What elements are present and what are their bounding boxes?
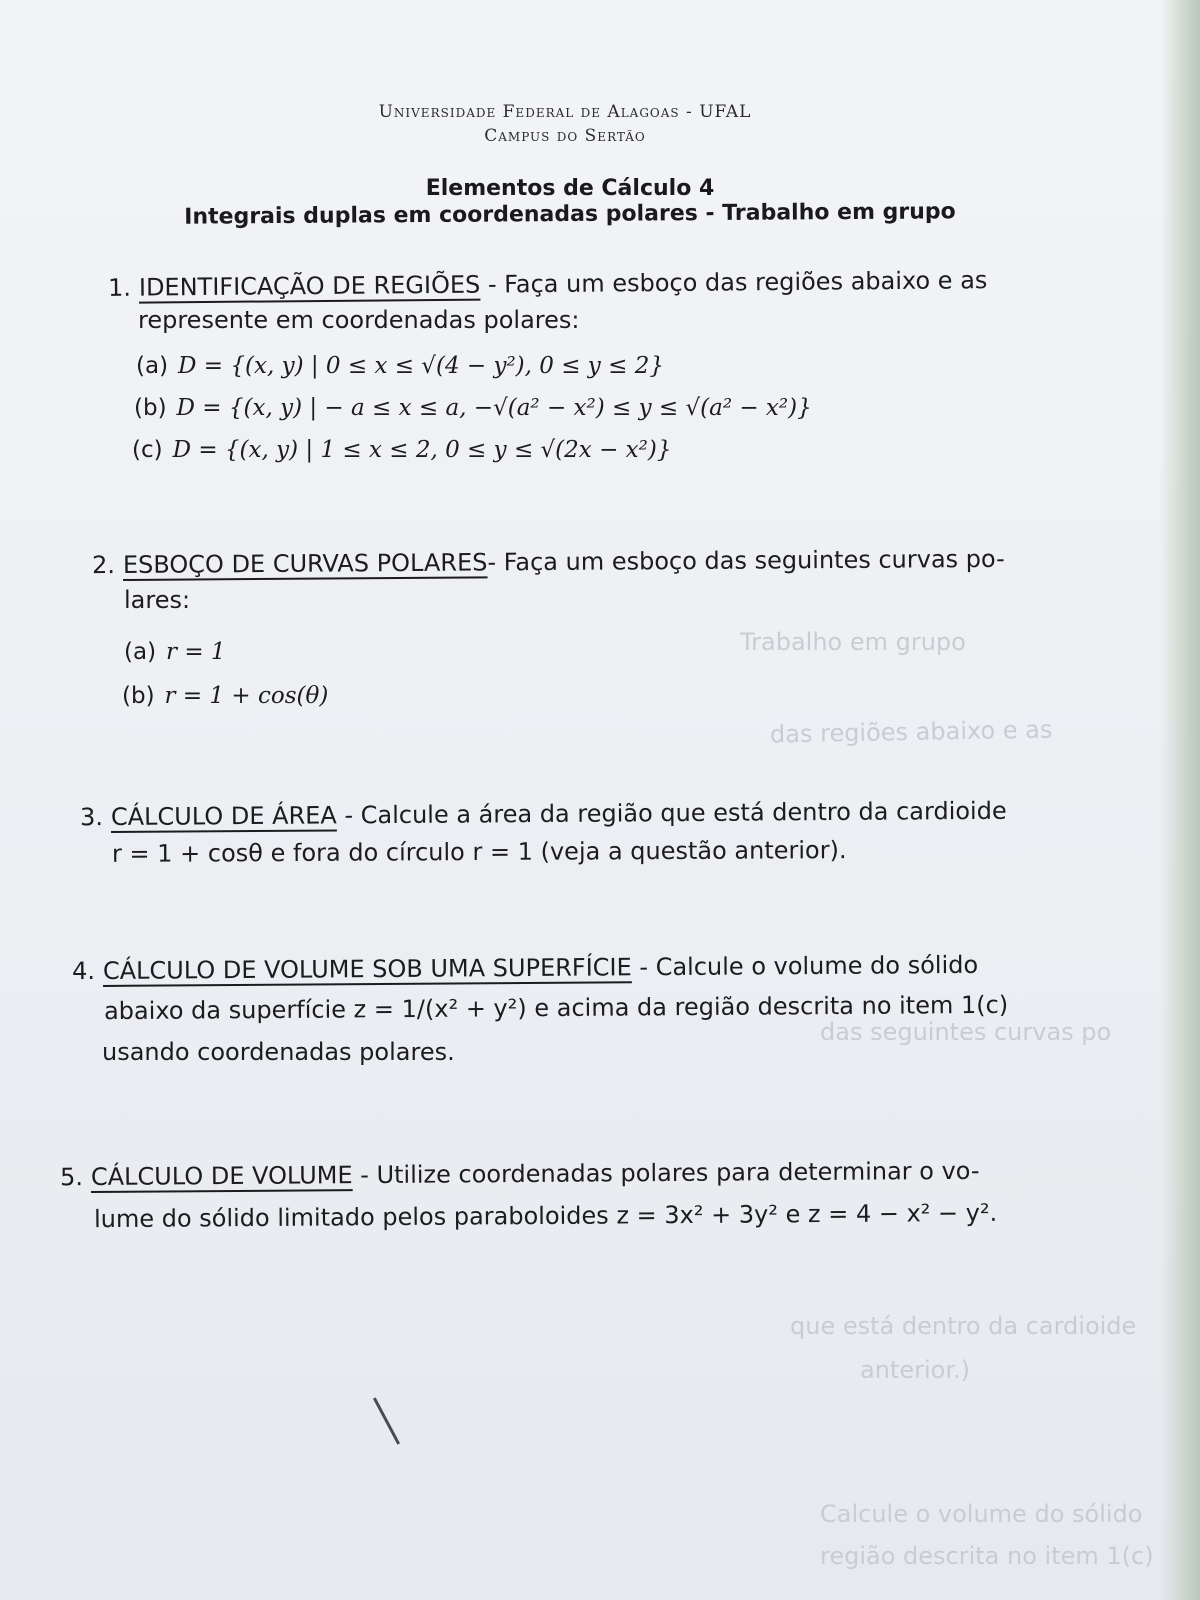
bleed-through-text: anterior.) <box>860 1356 970 1384</box>
bleed-through-text: região descrita no item 1(c) <box>820 1542 1154 1570</box>
question-5 <box>60 1153 980 1195</box>
bleed-through-text: das regiões abaixo e as <box>769 715 1053 749</box>
question-text-continued: represente em coordenadas polares: <box>138 306 580 334</box>
question-3 <box>80 793 1007 835</box>
item-label: (c) <box>132 437 163 463</box>
question-text-continued: lume do sólido limitado pelos paraboloides z = 3x² + 3y² e z = 4 − x² − y². <box>93 1198 998 1234</box>
item-label: (a) <box>136 353 169 379</box>
question-heading: IDENTIFICAÇÃO DE REGIÕES <box>138 270 481 302</box>
question-number: 1. <box>107 273 132 302</box>
item-label: (b) <box>122 683 155 709</box>
item-expression: D = {(x, y) | 1 ≤ x ≤ 2, 0 ≤ y ≤ √(2x − x²)} <box>172 437 672 463</box>
question-number: 5. <box>59 1163 84 1192</box>
bleed-through-text: das seguintes curvas po <box>820 1018 1112 1046</box>
question-1-item-a <box>136 350 664 382</box>
question-heading: CÁLCULO DE VOLUME SOB UMA SUPERFÍCIE <box>102 953 632 985</box>
course-title: Elementos de Cálculo 4 <box>425 176 715 201</box>
bleed-through-text: Trabalho em grupo <box>740 628 966 656</box>
campus-name: Campus do Sertão <box>484 126 646 146</box>
question-4 <box>72 947 978 989</box>
question-text-continued: usando coordenadas polares. <box>102 1038 455 1066</box>
question-text: - Utilize coordenadas polares para determinar o vo- <box>352 1156 980 1190</box>
item-expression: D = {(x, y) | − a ≤ x ≤ a, −√(a² − x²) ≤ y ≤ √(a² − x²)} <box>176 395 812 421</box>
item-label: (a) <box>124 639 157 665</box>
question-1-item-b <box>134 392 812 424</box>
question-number: 3. <box>79 803 104 832</box>
bleed-through-text: Calcule o volume do sólido <box>820 1500 1143 1528</box>
question-1 <box>108 262 988 306</box>
question-heading: CÁLCULO DE ÁREA <box>110 801 337 832</box>
question-2-item-a <box>124 636 226 668</box>
bleed-through-text: que está dentro da cardioide <box>790 1312 1137 1340</box>
question-2-item-b <box>122 680 328 712</box>
question-text: - Calcule o volume do sólido <box>631 950 979 982</box>
item-expression: r = 1 + cos(θ) <box>164 683 329 709</box>
question-text-continued: abaixo da superfície z = 1/(x² + y²) e acima da região descrita no item 1(c) <box>103 990 1009 1026</box>
question-heading: CÁLCULO DE VOLUME <box>90 1161 353 1191</box>
item-label: (b) <box>134 395 167 421</box>
question-text: - Calcule a área da região que está dentro da cardioide <box>336 796 1007 830</box>
item-expression: D = {(x, y) | 0 ≤ x ≤ √(4 − y²), 0 ≤ y ≤ 2} <box>178 353 664 379</box>
question-text-continued: lares: <box>124 586 191 614</box>
assignment-subtitle: Integrais duplas em coordenadas polares - Trabalho em grupo <box>184 199 956 230</box>
institution-name: Universidade Federal de Alagoas - UFAL <box>378 102 752 122</box>
paper-edge <box>1160 0 1200 1600</box>
question-2 <box>92 541 1005 583</box>
question-text: - Faça um esboço das seguintes curvas po- <box>487 544 1005 577</box>
question-heading: ESBOÇO DE CURVAS POLARES <box>122 548 488 579</box>
question-number: 4. <box>71 957 96 986</box>
question-number: 2. <box>91 551 116 580</box>
item-expression: r = 1 <box>166 639 226 665</box>
question-text: - Faça um esboço das regiões abaixo e as <box>480 266 988 299</box>
question-text-continued: r = 1 + cosθ e fora do círculo r = 1 (veja a questão anterior). <box>111 836 847 868</box>
question-1-item-c <box>132 434 671 466</box>
